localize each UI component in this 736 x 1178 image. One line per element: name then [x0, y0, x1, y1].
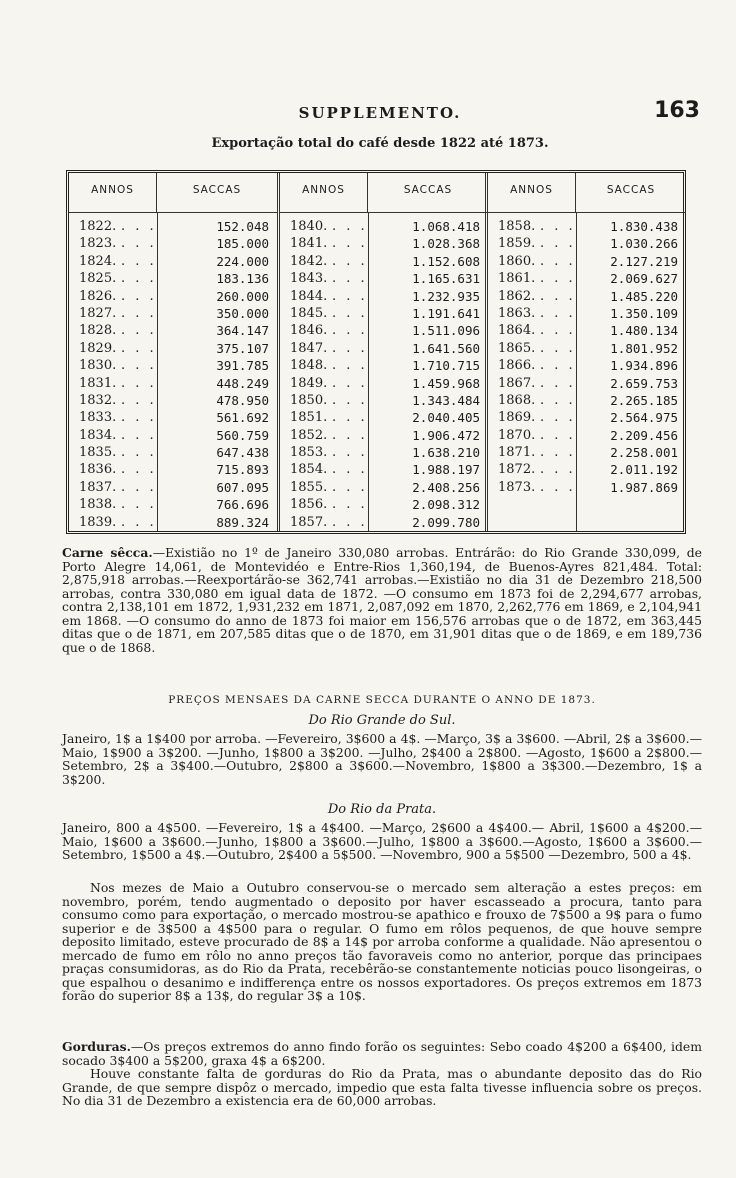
year-cell: 1844.: [290, 288, 328, 304]
bags-cell: 1.801.952: [610, 340, 678, 356]
year-cell: 1845.: [290, 305, 328, 321]
bags-cell: 1.343.484: [412, 392, 480, 408]
table-row: [280, 357, 488, 374]
bags-cell: 1.710.715: [412, 358, 480, 374]
year-cell: 1850.: [290, 392, 328, 408]
table-row: [280, 253, 488, 270]
bags-cell: 2.099.780: [412, 514, 480, 530]
table-row: [69, 270, 277, 287]
bags-cell: 2.408.256: [412, 479, 480, 495]
year-cell: 1835.: [79, 445, 117, 461]
table-row: [488, 479, 686, 496]
table-row: [69, 409, 277, 426]
table-title: Exportação total do café desde 1822 até 1873.: [211, 136, 549, 151]
year-cell: 1851.: [290, 410, 328, 426]
table-row: [488, 427, 686, 444]
bags-cell: 1.830.438: [610, 219, 678, 234]
table-row: [488, 340, 686, 357]
leader-dots: . . .: [540, 479, 576, 495]
bags-cell: 1.485.220: [610, 288, 678, 304]
bags-cell: 1.934.896: [610, 358, 678, 374]
table-row: [488, 322, 686, 339]
leader-dots: . . .: [121, 236, 157, 252]
year-cell: 1846.: [290, 323, 328, 339]
col-header-years: ANNOS: [488, 173, 576, 213]
bags-cell: 1.068.418: [412, 219, 480, 234]
bags-cell: 224.000: [216, 253, 269, 269]
leader-dots: . . .: [332, 497, 368, 513]
table-row: [69, 514, 277, 531]
leader-dots: . . .: [121, 410, 157, 426]
bags-cell: 391.785: [216, 358, 269, 374]
year-cell: 1828.: [79, 323, 117, 339]
year-cell: 1827.: [79, 305, 117, 321]
table-row: [69, 340, 277, 357]
leader-dots: . . .: [540, 427, 576, 443]
col-header-bags: SACCAS: [157, 173, 277, 213]
leader-dots: . . .: [540, 253, 576, 269]
bags-cell: 1.906.472: [412, 427, 480, 443]
bags-cell: 2.040.405: [412, 410, 480, 426]
year-cell: 1832.: [79, 392, 117, 408]
table-rows: [488, 218, 686, 496]
market-paragraph-text: Nos mezes de Maio a Outubro conservou-se o mercado sem alteração a estes preços: em novembro, porém, tendo augmentado o deposito por haver escasseado a procura, tanto para consumo como para exportação, o mercado mostrou-se apathico e frouxo de 7$500 a 9$ para o fumo superior e de 3$500 a 4$500 para o regular. O fumo em rôlos pequenos, de que houve sempre deposito limitado, esteve procurado de 8$ a 14$ por arroba conforme a qualidade. Não apresentou o mercado de fumo em rôlo no anno preços tão favoraveis como no anterior, porque das principaes praças consumidoras, as do Rio da Prata, recebêrão-se constantemente noticias pouco lisongeiras, o que espalhou o desanimo e indifferença entre os nossos exportadores. Os preços extremos em 1873 forão do superior 8$ a 13$, do regular 3$ a 10$.: [62, 880, 702, 1003]
table-row: [280, 444, 488, 461]
year-cell: 1824.: [79, 253, 117, 269]
year-cell: 1837.: [79, 479, 117, 495]
bags-cell: 1.152.608: [412, 253, 480, 269]
year-cell: 1831.: [79, 375, 117, 391]
bags-cell: 183.136: [216, 271, 269, 287]
bags-cell: 2.069.627: [610, 271, 678, 287]
leader-dots: . . .: [332, 479, 368, 495]
rio-grande-prices-text: Janeiro, 1$ a 1$400 por arroba. —Fevereiro, 3$600 a 4$. —Março, 3$ a 3$600. —Abril, 2$ a 3$600.—Maio, 1$900 a 3$200. —Junho, 1$800 a 3$200. —Julho, 2$400 a 2$800. —Agosto, 1$600 a 2$800.—Setembro, 2$ a 3$400.—Outubro, 2$800 a 3$600.—Novembro, 1$800 a 3$300.—Dezembro, 1$ a 3$200.: [62, 731, 702, 787]
leader-dots: . . .: [121, 358, 157, 374]
market-paragraph: [62, 881, 702, 1003]
table-rows: [69, 218, 277, 531]
leader-dots: . . .: [332, 358, 368, 374]
year-cell: 1842.: [290, 253, 328, 269]
table-row: [488, 270, 686, 287]
gorduras-text: —Os preços extremos do anno findo forão os seguintes: Sebo coado 4$200 a 6$400, idem socado 3$400 a 5$200, graxa 4$ a 6$200.: [62, 1039, 702, 1068]
year-cell: 1848.: [290, 358, 328, 374]
carne-secca-lead: Carne sêcca.: [62, 545, 153, 560]
leader-dots: . . .: [121, 219, 157, 234]
bags-cell: 1.641.560: [412, 340, 480, 356]
table-group: [277, 173, 488, 531]
bags-cell: 1.987.869: [610, 479, 678, 495]
year-cell: 1854.: [290, 462, 328, 478]
bags-cell: 561.692: [216, 410, 269, 426]
bags-cell: 2.564.975: [610, 410, 678, 426]
table-row: [488, 288, 686, 305]
bags-cell: 260.000: [216, 288, 269, 304]
table-row: [280, 392, 488, 409]
year-cell: 1857.: [290, 514, 328, 530]
page-header: [60, 98, 700, 132]
table-row: [280, 409, 488, 426]
table-row: [488, 253, 686, 270]
table-row: [488, 305, 686, 322]
leader-dots: . . .: [121, 497, 157, 513]
year-cell: 1862.: [498, 288, 536, 304]
table-row: [69, 288, 277, 305]
year-cell: 1855.: [290, 479, 328, 495]
table-row: [280, 496, 488, 513]
year-cell: 1823.: [79, 236, 117, 252]
table-row: [69, 322, 277, 339]
year-cell: 1829.: [79, 340, 117, 356]
leader-dots: . . .: [540, 288, 576, 304]
bags-cell: 560.759: [216, 427, 269, 443]
col-header-bags: SACCAS: [576, 173, 686, 213]
table-row: [69, 218, 277, 235]
bags-cell: 2.265.185: [610, 392, 678, 408]
year-cell: 1838.: [79, 497, 117, 513]
table-row: [280, 461, 488, 478]
leader-dots: . . .: [121, 375, 157, 391]
year-cell: 1826.: [79, 288, 117, 304]
leader-dots: . . .: [121, 323, 157, 339]
year-cell: 1865.: [498, 340, 536, 356]
coffee-export-table: [66, 170, 686, 534]
gorduras-paragraph: [62, 1040, 702, 1108]
year-cell: 1849.: [290, 375, 328, 391]
leader-dots: . . .: [332, 288, 368, 304]
year-cell: 1870.: [498, 427, 536, 443]
col-header-years: ANNOS: [280, 173, 368, 213]
bags-cell: 2.098.312: [412, 497, 480, 513]
bags-cell: 607.095: [216, 479, 269, 495]
leader-dots: . . .: [121, 253, 157, 269]
leader-dots: . . .: [540, 358, 576, 374]
year-cell: 1839.: [79, 514, 117, 530]
leader-dots: . . .: [121, 305, 157, 321]
year-cell: 1830.: [79, 358, 117, 374]
year-cell: 1864.: [498, 323, 536, 339]
leader-dots: . . .: [540, 445, 576, 461]
leader-dots: . . .: [540, 375, 576, 391]
year-cell: 1873.: [498, 479, 536, 495]
table-row: [280, 235, 488, 252]
leader-dots: . . .: [121, 445, 157, 461]
table-row: [488, 409, 686, 426]
year-cell: 1859.: [498, 236, 536, 252]
table-rows: [280, 218, 488, 531]
table-row: [488, 392, 686, 409]
leader-dots: . . .: [121, 271, 157, 287]
bags-cell: 2.011.192: [610, 462, 678, 478]
leader-dots: . . .: [332, 253, 368, 269]
leader-dots: . . .: [121, 514, 157, 530]
leader-dots: . . .: [332, 462, 368, 478]
table-row: [69, 235, 277, 252]
leader-dots: . . .: [121, 462, 157, 478]
table-row: [488, 461, 686, 478]
bags-cell: 1.638.210: [412, 445, 480, 461]
leader-dots: . . .: [332, 445, 368, 461]
table-row: [488, 357, 686, 374]
leader-dots: . . .: [540, 271, 576, 287]
leader-dots: . . .: [540, 219, 576, 234]
rio-prata-heading: Do Rio da Prata.: [327, 802, 437, 817]
table-row: [69, 461, 277, 478]
table-row: [488, 375, 686, 392]
table-row: [280, 340, 488, 357]
table-row: [69, 427, 277, 444]
bags-cell: 1.030.266: [610, 236, 678, 252]
rio-prata-prices-text: Janeiro, 800 a 4$500. —Fevereiro, 1$ a 4$400. —Março, 2$600 a 4$400.— Abril, 1$600 a 4$200.—Maio, 1$600 a 3$600.—Junho, 1$800 a 3$600.—Julho, 1$800 a 3$600.—Agosto, 1$600 a 3$600.—Setembro, 1$500 a 4$.—Outubro, 2$400 a 5$500. —Novembro, 900 a 5$500 —Dezembro, 500 a 4$.: [62, 820, 702, 862]
bags-cell: 889.324: [216, 514, 269, 530]
leader-dots: . . .: [332, 375, 368, 391]
leader-dots: . . .: [121, 340, 157, 356]
carne-secca-paragraph: [62, 546, 702, 654]
table-row: [69, 479, 277, 496]
bags-cell: 1.459.968: [412, 375, 480, 391]
year-cell: 1869.: [498, 410, 536, 426]
bags-cell: 2.127.219: [610, 253, 678, 269]
table-row: [69, 496, 277, 513]
bags-cell: 1.165.631: [412, 271, 480, 287]
leader-dots: . . .: [540, 410, 576, 426]
table-row: [69, 305, 277, 322]
gorduras-lead: Gorduras.: [62, 1039, 131, 1054]
leader-dots: . . .: [332, 340, 368, 356]
year-cell: 1834.: [79, 427, 117, 443]
year-cell: 1866.: [498, 358, 536, 374]
year-cell: 1833.: [79, 410, 117, 426]
bags-cell: 1.028.368: [412, 236, 480, 252]
bags-cell: 448.249: [216, 375, 269, 391]
table-row: [69, 375, 277, 392]
year-cell: 1856.: [290, 497, 328, 513]
table-row: [488, 235, 686, 252]
leader-dots: . . .: [540, 236, 576, 252]
leader-dots: . . .: [121, 427, 157, 443]
table-row: [280, 427, 488, 444]
bags-cell: 715.893: [216, 462, 269, 478]
bags-cell: 2.209.456: [610, 427, 678, 443]
leader-dots: . . .: [540, 340, 576, 356]
leader-dots: . . .: [332, 514, 368, 530]
bags-cell: 647.438: [216, 445, 269, 461]
bags-cell: 1.511.096: [412, 323, 480, 339]
running-title: SUPPLEMENTO.: [298, 104, 462, 122]
rio-grande-prices: [62, 732, 702, 786]
bags-cell: 1.350.109: [610, 305, 678, 321]
year-cell: 1868.: [498, 392, 536, 408]
leader-dots: . . .: [540, 323, 576, 339]
bags-cell: 2.659.753: [610, 375, 678, 391]
table-row: [69, 357, 277, 374]
leader-dots: . . .: [121, 392, 157, 408]
leader-dots: . . .: [332, 410, 368, 426]
year-cell: 1871.: [498, 445, 536, 461]
leader-dots: . . .: [332, 305, 368, 321]
table-row: [69, 392, 277, 409]
leader-dots: . . .: [121, 288, 157, 304]
year-cell: 1858.: [498, 219, 536, 234]
table-row: [280, 218, 488, 235]
rio-prata-prices: [62, 821, 702, 862]
table-row: [69, 444, 277, 461]
year-cell: 1860.: [498, 253, 536, 269]
leader-dots: . . .: [540, 392, 576, 408]
table-row: [488, 444, 686, 461]
year-cell: 1867.: [498, 375, 536, 391]
year-cell: 1863.: [498, 305, 536, 321]
bags-cell: 1.480.134: [610, 323, 678, 339]
leader-dots: . . .: [332, 271, 368, 287]
bags-cell: 1.988.197: [412, 462, 480, 478]
year-cell: 1843.: [290, 271, 328, 287]
page-number: 163: [654, 98, 700, 123]
leader-dots: . . .: [332, 236, 368, 252]
leader-dots: . . .: [332, 323, 368, 339]
table-row: [69, 253, 277, 270]
table-row: [280, 479, 488, 496]
year-cell: 1822.: [79, 219, 117, 234]
year-cell: 1872.: [498, 462, 536, 478]
leader-dots: . . .: [332, 427, 368, 443]
year-cell: 1825.: [79, 271, 117, 287]
table-row: [488, 218, 686, 235]
leader-dots: . . .: [121, 479, 157, 495]
col-header-bags: SACCAS: [368, 173, 488, 213]
table-group: [485, 173, 686, 531]
leader-dots: . . .: [540, 462, 576, 478]
table-row: [280, 514, 488, 531]
year-cell: 1847.: [290, 340, 328, 356]
bags-cell: 478.950: [216, 392, 269, 408]
leader-dots: . . .: [540, 305, 576, 321]
bags-cell: 152.048: [216, 219, 269, 234]
table-row: [280, 375, 488, 392]
table-row: [280, 305, 488, 322]
table-row: [280, 270, 488, 287]
year-cell: 1841.: [290, 236, 328, 252]
leader-dots: . . .: [332, 219, 368, 234]
year-cell: 1861.: [498, 271, 536, 287]
year-cell: 1840.: [290, 219, 328, 234]
carne-secca-text: —Existião no 1º de Janeiro 330,080 arrobas. Entrárão: do Rio Grande 330,099, de Porto Alegre 14,061, de Montevidéo e Entre-Rios 1,360,194, de Buenos-Ayres 821,484. Total: 2,875,918 arrobas.—Reexportárão-se 362,741 arrobas.—Existião no dia 31 de Dezembro 218,500 arrobas, contra 330,080 em igual data de 1872. —O consumo em 1873 foi de 2,294,677 arrobas, contra 2,138,101 em 1872, 1,931,232 em 1871, 2,087,092 em 1870, 2,262,776 em 1869, e 2,104,941 em 1868. —O consumo do anno de 1873 foi maior em 156,576 arrobas que o de 1872, em 363,445 ditas que o de 1871, em 207,585 ditas que o de 1870, em 31,901 ditas que o de 1869, e em 189,736 que o de 1868.: [62, 545, 702, 655]
bags-cell: 766.696: [216, 497, 269, 513]
bags-cell: 375.107: [216, 340, 269, 356]
prices-heading: PREÇOS MENSAES DA CARNE SECCA DURANTE O ANNO DE 1873.: [168, 694, 596, 706]
year-cell: 1836.: [79, 462, 117, 478]
table-row: [280, 288, 488, 305]
year-cell: 1853.: [290, 445, 328, 461]
col-header-years: ANNOS: [69, 173, 157, 213]
bags-cell: 1.232.935: [412, 288, 480, 304]
gorduras-note: Houve constante falta de gorduras do Rio da Prata, mas o abundante deposito das do Rio Grande, de que sempre dispôz o mercado, impedio que esta falta tivesse influencia sobre os preços. No dia 31 de Dezembro a existencia era de 60,000 arrobas.: [62, 1066, 702, 1108]
bags-cell: 2.258.001: [610, 445, 678, 461]
rio-grande-heading: Do Rio Grande do Sul.: [308, 713, 456, 728]
leader-dots: . . .: [332, 392, 368, 408]
bags-cell: 364.147: [216, 323, 269, 339]
bags-cell: 1.191.641: [412, 305, 480, 321]
table-row: [280, 322, 488, 339]
bags-cell: 350.000: [216, 305, 269, 321]
table-group: [69, 173, 277, 531]
bags-cell: 185.000: [216, 236, 269, 252]
year-cell: 1852.: [290, 427, 328, 443]
